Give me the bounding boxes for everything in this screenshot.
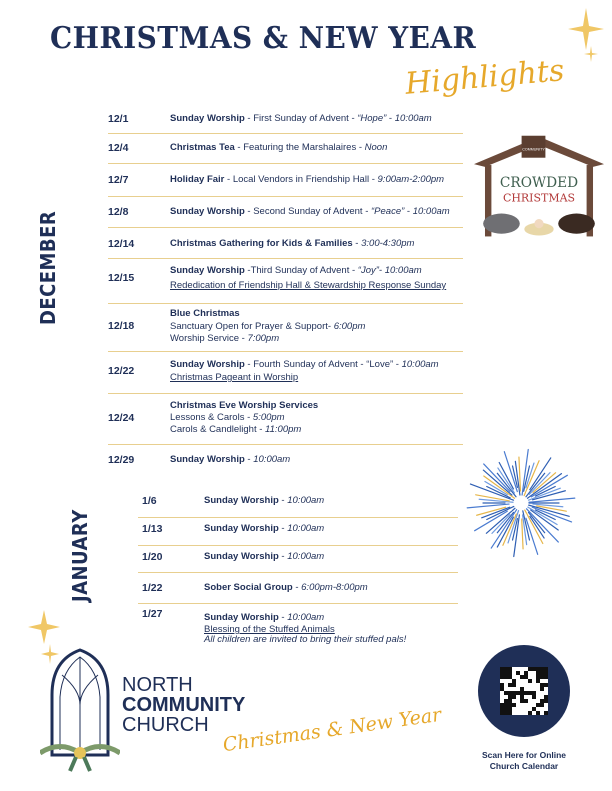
event-date: 1/20 xyxy=(142,551,163,563)
qr-module xyxy=(528,691,532,695)
event-line xyxy=(204,582,368,593)
qr-module xyxy=(528,667,532,671)
qr-module xyxy=(544,695,548,699)
event-line xyxy=(170,308,240,319)
qr-code-icon[interactable] xyxy=(500,667,548,715)
qr-module xyxy=(512,703,516,707)
event-detail: 10:00am xyxy=(412,206,450,217)
event-detail: 10:00am xyxy=(401,359,439,370)
qr-module xyxy=(536,675,540,679)
event-detail: - Fourth Sunday of Advent - “Love” - xyxy=(244,359,402,370)
qr-module xyxy=(500,707,504,711)
event-detail: “Hope” xyxy=(357,113,387,124)
qr-module xyxy=(520,675,524,679)
event-detail: - xyxy=(278,523,288,534)
event-title: Sunday Worship xyxy=(204,495,279,506)
qr-module xyxy=(536,703,540,707)
event-date: 1/6 xyxy=(142,495,157,507)
row-divider xyxy=(108,258,463,259)
event-detail: - xyxy=(292,582,302,593)
qr-module xyxy=(508,695,512,699)
event-title: Sunday Worship xyxy=(170,206,245,217)
event-line xyxy=(170,142,387,153)
qr-module xyxy=(516,671,520,675)
sparkle-icon xyxy=(566,8,606,63)
event-detail: 10:00am xyxy=(253,454,291,465)
qr-module xyxy=(532,667,536,671)
qr-module xyxy=(504,667,508,671)
qr-module xyxy=(512,691,516,695)
qr-module xyxy=(524,675,528,679)
qr-module xyxy=(524,671,528,675)
qr-module xyxy=(520,687,524,691)
qr-module xyxy=(508,667,512,671)
event-title: Sunday Worship xyxy=(170,113,245,124)
qr-module xyxy=(544,667,548,671)
firework-ray xyxy=(532,507,571,522)
event-detail: - xyxy=(278,495,288,506)
qr-module xyxy=(504,703,508,707)
qr-module xyxy=(500,667,504,671)
event-title: Sunday Worship xyxy=(170,359,245,370)
qr-module xyxy=(528,711,532,715)
qr-module xyxy=(500,711,504,715)
event-line xyxy=(170,424,301,435)
event-line xyxy=(170,359,439,370)
qr-module xyxy=(528,679,532,683)
event-detail: - xyxy=(352,238,362,249)
qr-caption-line1: Scan Here for Online xyxy=(481,750,567,760)
qr-module xyxy=(508,683,512,687)
event-detail: Worship Service - xyxy=(170,333,248,344)
event-line xyxy=(204,495,324,506)
event-detail: 9:00am-2:00pm xyxy=(377,174,445,185)
event-link[interactable]: Blessing of the Stuffed Animals xyxy=(204,624,335,635)
event-title: Sober Social Group xyxy=(204,582,293,593)
qr-module xyxy=(500,687,504,691)
qr-module xyxy=(500,703,504,707)
row-divider xyxy=(108,351,463,352)
qr-module xyxy=(508,703,512,707)
event-line xyxy=(170,333,279,344)
qr-module xyxy=(544,711,548,715)
event-link[interactable]: Rededication of Friendship Hall & Stewardship Response Sunday xyxy=(170,280,447,291)
event-line xyxy=(170,280,446,291)
qr-module xyxy=(524,691,528,695)
event-title: Christmas Tea xyxy=(170,142,235,153)
event-date: 1/27 xyxy=(142,608,163,620)
qr-module xyxy=(504,699,508,703)
row-divider xyxy=(138,545,458,546)
qr-module xyxy=(524,699,528,703)
event-date: 12/29 xyxy=(108,454,135,466)
event-date: 1/13 xyxy=(142,523,163,535)
event-line xyxy=(170,412,285,423)
row-divider xyxy=(108,303,463,304)
event-link[interactable]: Christmas Pageant in Worship xyxy=(170,372,299,383)
row-divider xyxy=(108,393,463,394)
event-line xyxy=(170,113,432,124)
row-divider xyxy=(108,133,463,134)
event-detail: 11:00pm xyxy=(265,424,302,435)
event-line xyxy=(170,265,422,276)
qr-module xyxy=(536,711,540,715)
event-date: 12/1 xyxy=(108,113,129,125)
event-detail: 10:00am xyxy=(287,551,325,562)
event-date: 12/24 xyxy=(108,412,135,424)
event-detail: 6:00pm xyxy=(333,321,366,332)
qr-module xyxy=(508,691,512,695)
qr-module xyxy=(532,695,536,699)
qr-module xyxy=(508,675,512,679)
event-detail: Sanctuary Open for Prayer & Support- xyxy=(170,321,334,332)
qr-module xyxy=(504,707,508,711)
event-date: 12/7 xyxy=(108,174,129,186)
qr-module xyxy=(500,671,504,675)
event-title: Christmas Eve Worship Services xyxy=(170,400,319,411)
event-date: 12/4 xyxy=(108,142,129,154)
nativity-text-christmas: CHRISTMAS xyxy=(502,191,576,205)
event-line xyxy=(170,321,365,332)
row-divider xyxy=(108,444,463,445)
event-line xyxy=(170,238,414,249)
event-detail: 6:00pm-8:00pm xyxy=(301,582,368,593)
row-divider xyxy=(108,163,463,164)
event-detail: All children are invited to bring their stuffed pals! xyxy=(204,634,407,645)
qr-module xyxy=(532,707,536,711)
firework-ray xyxy=(504,452,517,492)
event-detail: - First Sunday of Advent - xyxy=(244,113,358,124)
event-detail: Carols & Candlelight - xyxy=(170,424,266,435)
event-title: Sunday Worship xyxy=(170,265,245,276)
logo-script-christmas-new-year: Christmas & New Year xyxy=(221,703,443,757)
event-line xyxy=(204,551,324,562)
event-detail: - Featuring the Marshalaires - xyxy=(234,142,365,153)
row-divider xyxy=(138,572,458,573)
event-line xyxy=(170,206,450,217)
january-section-label: JANUARY xyxy=(68,509,92,602)
event-detail: - Second Sunday of Advent - xyxy=(244,206,371,217)
event-detail: - xyxy=(404,206,413,217)
event-title: Sunday Worship xyxy=(204,612,279,623)
event-date: 12/14 xyxy=(108,238,135,250)
qr-module xyxy=(544,671,548,675)
qr-module xyxy=(512,683,516,687)
qr-module xyxy=(520,695,524,699)
event-line xyxy=(204,612,324,623)
qr-module xyxy=(532,691,536,695)
event-line xyxy=(170,174,444,185)
event-title: Sunday Worship xyxy=(204,551,279,562)
qr-module xyxy=(512,679,516,683)
event-detail: 5:00pm xyxy=(252,412,285,423)
event-line xyxy=(170,454,290,465)
row-divider xyxy=(138,517,458,518)
logo-text-community: COMMUNITY xyxy=(122,694,246,716)
event-detail: - Local Vendors in Friendship Hall - xyxy=(224,174,378,185)
event-detail: - xyxy=(244,454,254,465)
firework-ray xyxy=(522,519,523,549)
event-title: Sunday Worship xyxy=(170,454,245,465)
qr-caption xyxy=(462,750,586,772)
page-title: CHRISTMAS & NEW YEAR xyxy=(50,21,477,56)
qr-module xyxy=(504,691,508,695)
event-line xyxy=(204,634,406,645)
event-detail: 10:00am xyxy=(287,495,325,506)
nativity-sign-text: COMMUNITY xyxy=(522,147,545,152)
row-divider xyxy=(108,196,463,197)
logo-text-north: NORTH xyxy=(122,674,193,696)
qr-module xyxy=(540,699,544,703)
logo-text-church: CHURCH xyxy=(122,714,209,736)
event-title: Holiday Fair xyxy=(170,174,225,185)
qr-module xyxy=(500,675,504,679)
qr-module xyxy=(520,699,524,703)
event-detail: 10:00am xyxy=(287,523,325,534)
row-divider xyxy=(108,227,463,228)
church-window-icon xyxy=(40,645,120,775)
event-detail: Lessons & Carols - xyxy=(170,412,253,423)
qr-module xyxy=(504,711,508,715)
page-subtitle-script: Highlights xyxy=(403,53,566,102)
qr-module xyxy=(508,711,512,715)
qr-module xyxy=(504,671,508,675)
december-section-label: DECEMBER xyxy=(36,210,60,325)
event-detail: 7:00pm xyxy=(247,333,280,344)
event-detail: - xyxy=(278,551,288,562)
qr-module xyxy=(536,667,540,671)
qr-module xyxy=(544,699,548,703)
event-detail: Noon xyxy=(364,142,388,153)
qr-module xyxy=(544,675,548,679)
event-date: 1/22 xyxy=(142,582,163,594)
row-divider xyxy=(138,603,458,604)
event-detail: 3:00-4:30pm xyxy=(361,238,415,249)
qr-module xyxy=(508,707,512,711)
event-detail: - xyxy=(386,113,395,124)
event-date: 12/22 xyxy=(108,365,135,377)
qr-module xyxy=(504,675,508,679)
qr-module xyxy=(508,671,512,675)
qr-module xyxy=(508,699,512,703)
firework-ray xyxy=(503,514,516,545)
event-detail: 10:00am xyxy=(287,612,325,623)
qr-module xyxy=(500,683,504,687)
qr-module xyxy=(540,667,544,671)
qr-module xyxy=(516,691,520,695)
qr-module xyxy=(512,695,516,699)
event-line xyxy=(170,400,318,411)
firework-ray xyxy=(522,453,524,487)
event-date: 12/18 xyxy=(108,320,135,332)
event-line xyxy=(170,372,298,383)
event-title: Sunday Worship xyxy=(204,523,279,534)
qr-module xyxy=(540,683,544,687)
event-date: 12/8 xyxy=(108,206,129,218)
event-detail: -Third Sunday of Advent - xyxy=(244,265,358,276)
fireworks-graphic xyxy=(465,448,577,558)
qr-caption-line2: Church Calendar xyxy=(489,761,559,771)
qr-module xyxy=(540,675,544,679)
nativity-text-crowded: CROWDED xyxy=(499,175,579,191)
event-date: 12/15 xyxy=(108,272,135,284)
event-detail: 10:00am xyxy=(394,113,432,124)
event-title: Christmas Gathering for Kids & Families xyxy=(170,238,353,249)
qr-module xyxy=(536,671,540,675)
crowded-christmas-nativity-graphic xyxy=(474,132,604,242)
event-line xyxy=(204,523,324,534)
qr-module xyxy=(544,683,548,687)
church-logo xyxy=(40,645,246,775)
event-detail: - xyxy=(278,612,288,623)
qr-code-badge[interactable] xyxy=(478,645,570,737)
event-title: Blue Christmas xyxy=(170,308,240,319)
qr-module xyxy=(520,691,524,695)
qr-module xyxy=(540,703,544,707)
event-detail: “Peace” xyxy=(371,206,405,217)
event-detail: “Joy”- 10:00am xyxy=(357,265,422,276)
qr-module xyxy=(540,687,544,691)
qr-module xyxy=(540,671,544,675)
qr-module xyxy=(536,679,540,683)
